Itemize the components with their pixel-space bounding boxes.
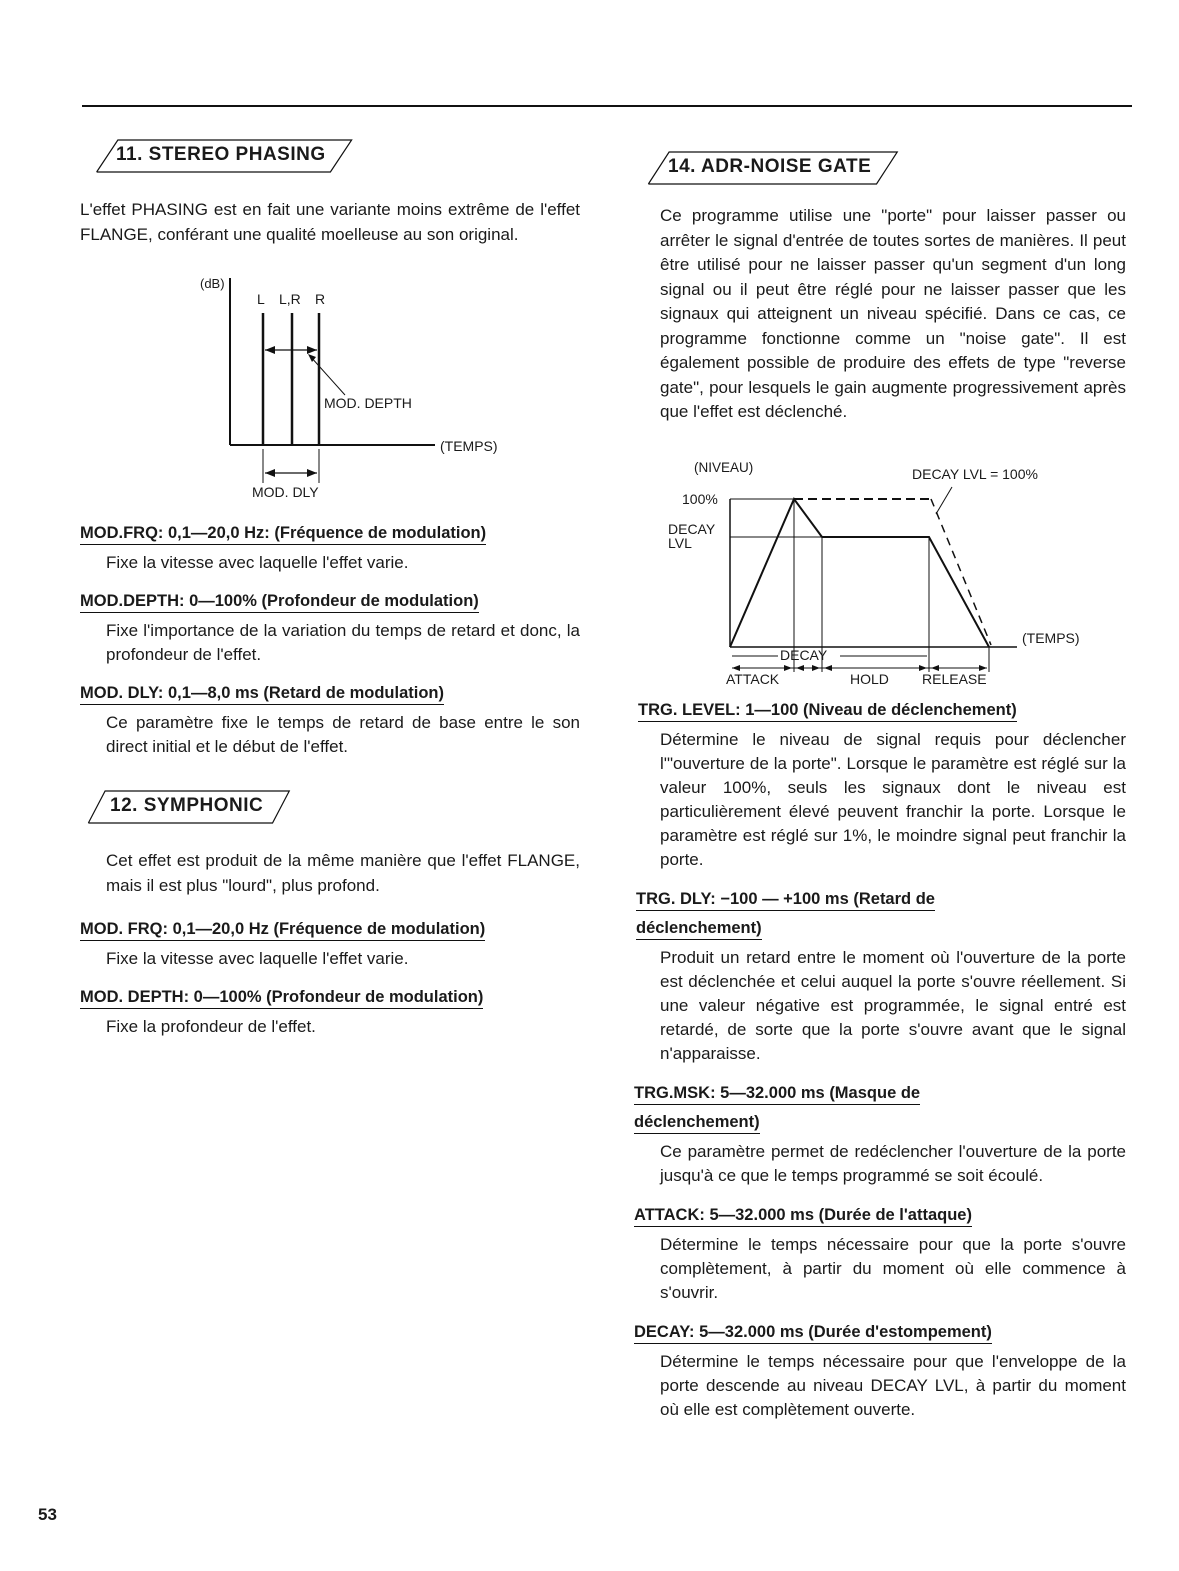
phasing-diagram [80, 253, 580, 498]
page-number: 53 [38, 1505, 57, 1524]
section-title-stereo-phasing: 11. STEREO PHASING [86, 140, 352, 172]
decay-phase-label: DECAY [780, 646, 828, 663]
param-mod-depth: MOD.DEPTH: 0—100% (Profondeur de modulation) Fixe l'importance de la variation du temps de retard et donc, la profondeur de l'effet. [80, 592, 580, 664]
stereo-phasing-intro: L'effet PHASING est en fait une variante moins extrême de l'effet FLANGE, conférant une qualité moelleuse au son original. [80, 200, 580, 244]
decay-lvl-label-top: DECAY [668, 520, 716, 537]
adr-envelope-diagram [634, 447, 1126, 687]
pct100-label: 100% [682, 490, 718, 507]
db-label: (dB) [200, 276, 225, 291]
param-trg-msk: TRG.MSK: 5—32.000 ms (Masque de déclenchement) Ce paramètre permet de redéclencher l'ouverture de la porte jusqu'à ce que le temps programmé se soit écoulé. [634, 1083, 1126, 1185]
param-mod-dly: MOD. DLY: 0,1—8,0 ms (Retard de modulation) Ce paramètre fixe le temps de retard de base entre le son direct initial et le début de l'effet. [80, 684, 580, 756]
right-column [634, 140, 1126, 1422]
param-attack: ATTACK: 5—32.000 ms (Durée de l'attaque) Détermine le temps nécessaire pour que la porte s'ouvre complètement, à partir du moment où elle commence à s'ouvrir. [634, 1205, 1126, 1302]
r-label: R [315, 291, 326, 307]
l-label: L [257, 291, 265, 307]
hold-phase-label: HOLD [850, 670, 889, 687]
param-decay: DECAY: 5—32.000 ms (Durée d'estompement) Détermine le temps nécessaire pour que l'enveloppe de la porte descende au niveau DECAY LVL, à partir du moment où elle est complètement ouverte. [634, 1322, 1126, 1419]
attack-phase-label: ATTACK [726, 670, 780, 687]
param-sym-mod-frq: MOD. FRQ: 0,1—20,0 Hz (Fréquence de modulation) Fixe la vitesse avec laquelle l'effet varie. [80, 920, 486, 968]
mod-depth-label: MOD. DEPTH [324, 395, 412, 411]
section-title-symphonic: 12. SYMPHONIC [80, 791, 289, 823]
lr-label: L,R [279, 291, 301, 307]
left-column [80, 140, 580, 1039]
temps-label: (TEMPS) [440, 438, 498, 454]
temps-label-right: (TEMPS) [1022, 629, 1080, 646]
adr-noise-gate-intro: Ce programme utilise une "porte" pour laisser passer ou arrêter le signal d'entrée de toutes sortes de manières. Il peut être utilisé pour ne laisser passer qu'un segment d'un long signal ou il peut être réglé pour ne laisser passer que les signaux qui atteignent un niveau spécifié. Dans ce cas, ce programme fonctionne comme un "noise gate". Il est également possible de produire des effets de type "reverse gate", pour lesquels le gain augmente progressivement après que l'effet est déclenché. [660, 206, 1126, 421]
decay-lvl-label-bottom: LVL [668, 534, 692, 551]
release-phase-label: RELEASE [922, 670, 987, 687]
niveau-label: (NIVEAU) [694, 459, 754, 475]
param-trg-dly: TRG. DLY: −100 — +100 ms (Retard de déclenchement) Produit un retard entre le moment où l'ouverture de la porte est déclenchée et celui auquel la porte s'ouvre réellement. Si une valeur négative est programmée, le signal entré est retardé, de sorte que la porte s'ouvre avant que le signal n'apparaisse. [636, 889, 1126, 1063]
param-trg-level: TRG. LEVEL: 1—100 (Niveau de déclenchement) Détermine le niveau de signal requis pour déclencher l'"ouverture de la porte". Lorsque le paramètre est réglé sur la valeur 100%, seuls les signaux dont le niveau est particulièrement élevé peuvent franchir la porte. Lorsque le paramètre est réglé sur 1%, le moindre signal peut franchir la porte. [638, 700, 1126, 869]
param-sym-mod-depth: MOD. DEPTH: 0—100% (Profondeur de modulation) Fixe la profondeur de l'effet. [80, 988, 484, 1036]
symphonic-intro: Cet effet est produit de la même manière que l'effet FLANGE, mais il est plus "lourd", plus profond. [106, 851, 580, 895]
param-mod-frq: MOD.FRQ: 0,1—20,0 Hz: (Fréquence de modulation) Fixe la vitesse avec laquelle l'effet varie. [80, 524, 487, 572]
mod-dly-label: MOD. DLY [252, 484, 319, 498]
decay-lvl-eq-label: DECAY LVL = 100% [912, 465, 1038, 482]
section-title-adr-noise-gate: 14. ADR-NOISE GATE [638, 152, 897, 184]
top-rule [82, 105, 1132, 107]
